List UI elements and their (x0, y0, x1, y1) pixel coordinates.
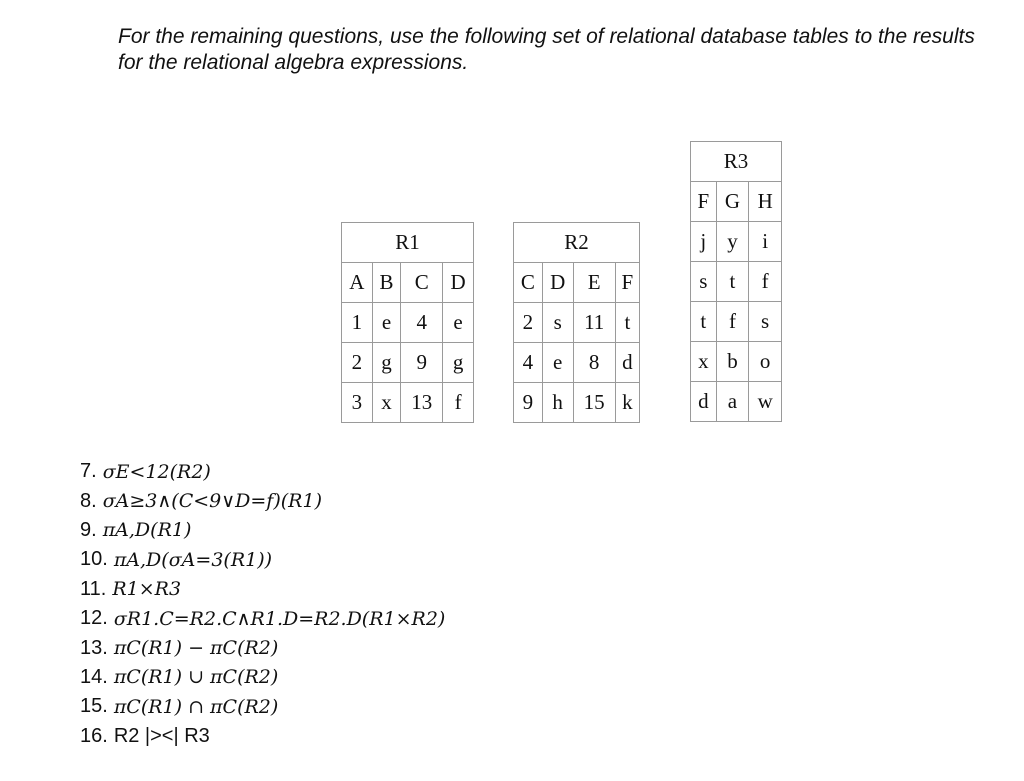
intro-text: For the remaining questions, use the following set of relational database tables to the results for the relational algebra expressions. (118, 25, 975, 74)
table-cell: 2 (342, 343, 373, 383)
column-header: F (615, 263, 639, 303)
table-cell: s (691, 262, 717, 302)
column-header: E (573, 263, 615, 303)
question-expression: πC(R1) ∪ πC(R2) (113, 666, 279, 689)
table-row (514, 343, 640, 383)
table-cell: t (716, 262, 749, 302)
question-number: 12. (80, 607, 108, 630)
table-cell: 9 (514, 383, 543, 423)
question-number: 8. (80, 489, 97, 512)
question-number: 10. (80, 548, 108, 571)
table-title: R1 (342, 223, 474, 263)
table-row (342, 303, 474, 343)
table-cell: e (443, 303, 474, 343)
question-expression: σR1.C=R2.C∧R1.D=R2.D(R1×R2) (113, 607, 446, 630)
table-row (342, 343, 474, 383)
table-cell: h (542, 383, 573, 423)
question-item (80, 516, 445, 545)
question-item (80, 545, 445, 574)
table-cell: d (615, 343, 639, 383)
table-cell: b (716, 342, 749, 382)
table-cell: s (542, 303, 573, 343)
column-header: F (691, 182, 717, 222)
table-row (514, 303, 640, 343)
question-item (80, 722, 445, 751)
table-row (691, 262, 782, 302)
table-cell: 8 (573, 343, 615, 383)
question-item (80, 575, 445, 604)
question-expression: πA,D(σA=3(R1)) (113, 548, 273, 571)
question-expression: πC(R1) − πC(R2) (113, 637, 279, 660)
question-number: 14. (80, 665, 108, 688)
column-header: D (542, 263, 573, 303)
question-item (80, 604, 445, 633)
table-cell: a (716, 382, 749, 422)
question-expression: R1×R3 (112, 578, 182, 601)
table-row (514, 383, 640, 423)
table-cell: x (372, 383, 401, 423)
table-cell: 9 (401, 343, 443, 383)
table-cell: f (749, 262, 782, 302)
table-cell: x (691, 342, 717, 382)
table-cell: s (749, 302, 782, 342)
column-header: C (514, 263, 543, 303)
table-cell: j (691, 222, 717, 262)
table-cell: w (749, 382, 782, 422)
table-r3 (690, 141, 782, 422)
question-expression: πA,D(R1) (102, 519, 192, 542)
table-cell: t (691, 302, 717, 342)
question-item (80, 457, 445, 486)
table-row (691, 222, 782, 262)
table-cell: g (443, 343, 474, 383)
table-cell: 4 (401, 303, 443, 343)
question-expression: πC(R1) ∩ πC(R2) (113, 695, 279, 718)
question-number: 13. (80, 636, 108, 659)
table-r1 (341, 222, 474, 423)
question-item (80, 663, 445, 692)
table-row (691, 382, 782, 422)
table-cell: 4 (514, 343, 543, 383)
question-number: 16. (80, 724, 108, 747)
column-header: A (342, 263, 373, 303)
table-cell: g (372, 343, 401, 383)
table-cell: t (615, 303, 639, 343)
table-cell: f (716, 302, 749, 342)
question-expression: σE<12(R2) (102, 460, 211, 483)
table-row (342, 383, 474, 423)
column-header: G (716, 182, 749, 222)
table-cell: 11 (573, 303, 615, 343)
question-item (80, 633, 445, 662)
column-header: C (401, 263, 443, 303)
table-cell: 1 (342, 303, 373, 343)
table-row (691, 302, 782, 342)
table-title: R3 (691, 142, 782, 182)
table-cell: d (691, 382, 717, 422)
table-row (691, 342, 782, 382)
question-number: 11. (80, 577, 107, 600)
table-cell: 2 (514, 303, 543, 343)
column-header: D (443, 263, 474, 303)
table-cell: y (716, 222, 749, 262)
table-cell: e (372, 303, 401, 343)
question-number: 9. (80, 518, 97, 541)
question-item (80, 486, 445, 515)
table-cell: 3 (342, 383, 373, 423)
table-title: R2 (514, 223, 640, 263)
table-cell: i (749, 222, 782, 262)
question-list (80, 457, 445, 751)
question-number: 7. (80, 460, 97, 483)
question-expression: σA≥3∧(C<9∨D=f)(R1) (102, 490, 322, 513)
table-cell: 15 (573, 383, 615, 423)
table-cell: 13 (401, 383, 443, 423)
question-number: 15. (80, 695, 108, 718)
question-expression: R2 |><| R3 (113, 724, 210, 747)
table-cell: f (443, 383, 474, 423)
table-cell: e (542, 343, 573, 383)
column-header: H (749, 182, 782, 222)
table-cell: k (615, 383, 639, 423)
question-item (80, 692, 445, 721)
table-r2 (513, 222, 640, 423)
column-header: B (372, 263, 401, 303)
table-cell: o (749, 342, 782, 382)
